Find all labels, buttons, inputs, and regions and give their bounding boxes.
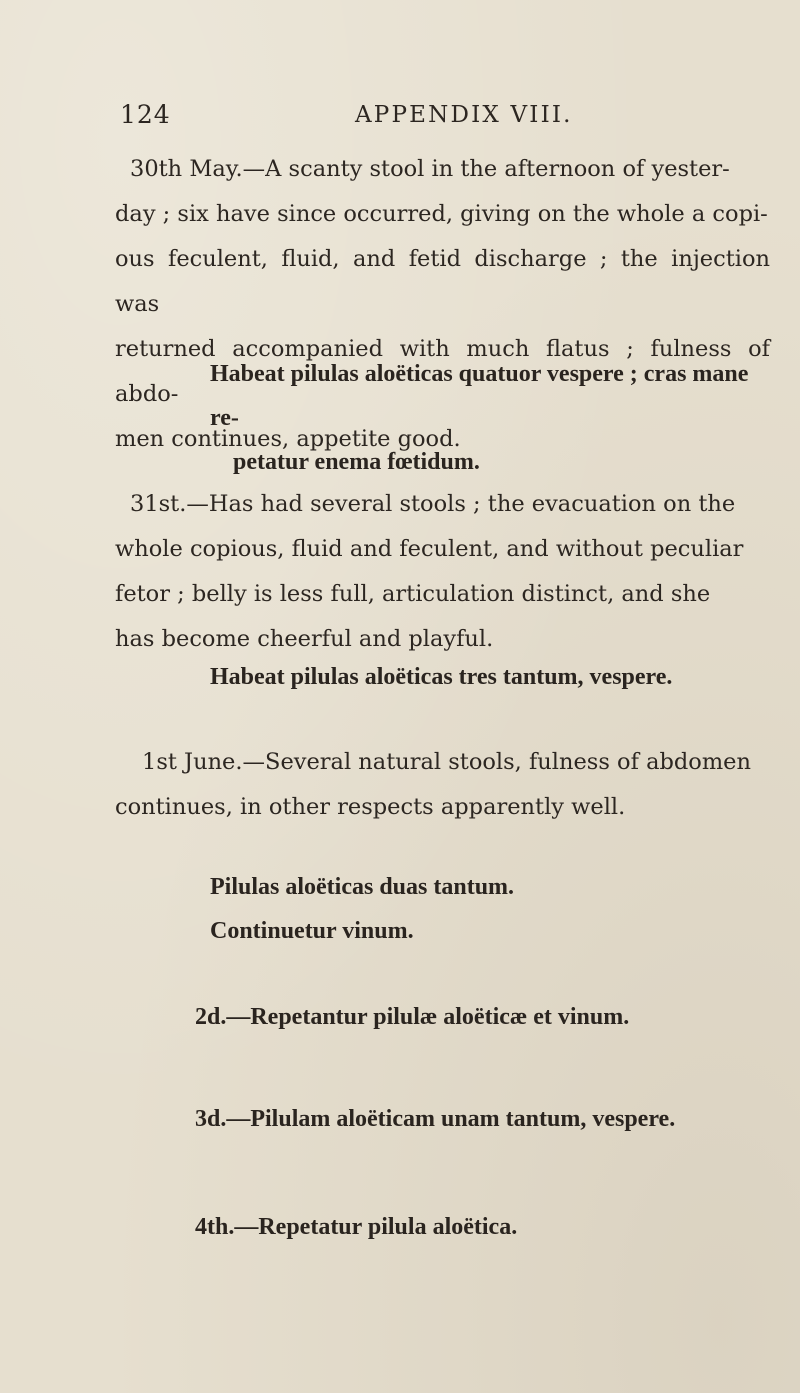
prescription-line: petatur enema fœtidum. [233,449,480,475]
text-line: men continues, appetite good. [115,426,461,452]
running-head: APPENDIX VIII. [355,102,573,128]
text-line: 31st.—Has had several stools ; the evacuation on the [130,491,736,517]
text-line: returned accompanied with much flatus ; fulness of abdo- [115,336,770,407]
prescription-3d [195,1097,765,1141]
text-line: 1st June.—Several natural stools, fulness of abdomen [142,749,751,775]
text-line: continues, in other respects apparently well. [115,794,626,820]
prescription-line: 4th.—Repetatur pilula aloëtica. [195,1214,518,1240]
entry-31st [115,482,770,662]
prescription-1st-june [210,865,770,953]
prescription-line: 3d.—Pilulam aloëticam unam tantum, vespere. [195,1106,676,1132]
entry-1st-june [115,740,770,830]
text-line: whole copious, fluid and feculent, and without peculiar [115,536,744,562]
prescription-line: Pilulas aloëticas duas tantum. [210,874,515,900]
prescription-line: Habeat pilulas aloëticas quatuor vespere ; cras mane re- [210,361,749,431]
prescription-line: Habeat pilulas aloëticas tres tantum, vespere. [210,664,673,690]
prescription-31st [210,655,770,699]
prescription-4th [195,1205,765,1249]
prescription-2d [195,995,765,1039]
prescription-30th-may [210,352,780,484]
text-line: fetor ; belly is less full, articulation distinct, and she [115,581,711,607]
prescription-line: Continuetur vinum. [210,918,414,944]
text-line: has become cheerful and playful. [115,626,494,652]
text-line: day ; six have since occurred, giving on the whole a copi- [115,201,768,227]
page-number: 124 [120,100,171,129]
text-line: ous feculent, fluid, and fetid discharge ; the injection was [115,246,770,317]
page-header [120,100,720,140]
text-line: 30th May.—A scanty stool in the afternoon of yester- [130,156,730,182]
prescription-line: 2d.—Repetantur pilulæ aloëticæ et vinum. [195,1004,630,1030]
